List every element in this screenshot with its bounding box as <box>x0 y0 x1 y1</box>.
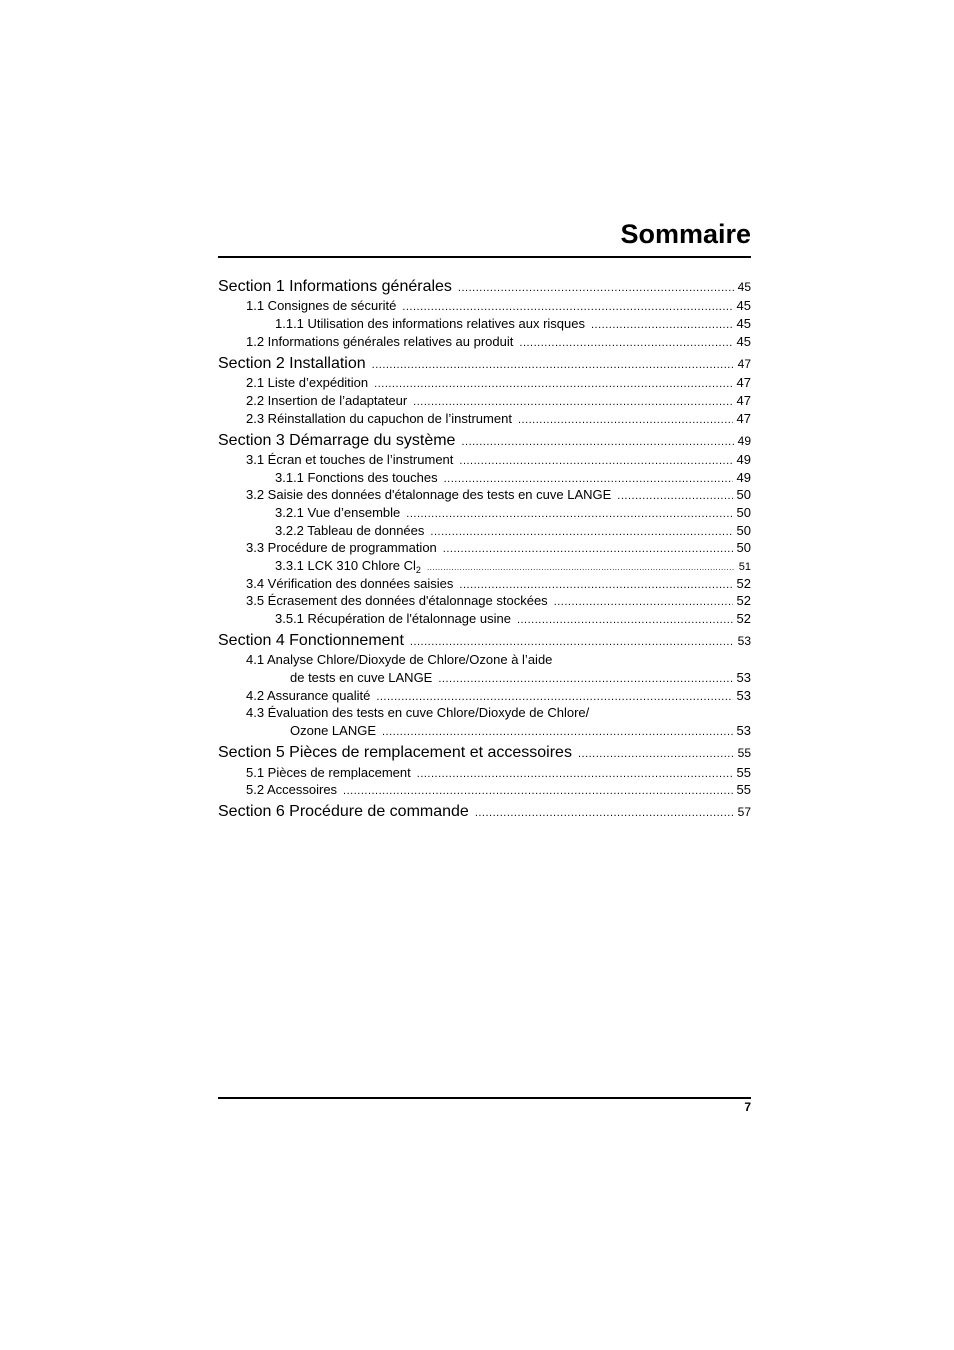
toc-label: de tests en cuve LANGE <box>290 670 433 685</box>
toc-page: 57 <box>737 805 751 819</box>
toc-entry-3-1-1[interactable] <box>275 470 751 485</box>
toc-entry-4-3[interactable] <box>290 723 751 738</box>
toc-entry-1-1[interactable] <box>246 298 751 313</box>
toc-leader <box>518 414 733 426</box>
toc-leader <box>459 579 732 591</box>
toc-page: 55 <box>736 765 751 780</box>
toc-label: Section 4 Fonctionnement <box>218 632 404 649</box>
toc-leader <box>417 768 733 780</box>
toc-page: 51 <box>738 561 751 573</box>
page-title: Sommaire <box>620 219 751 249</box>
toc-leader <box>461 436 733 448</box>
toc-leader <box>578 748 734 760</box>
toc-label: Section 5 Pièces de remplacement et accessoires <box>218 744 572 761</box>
toc-leader <box>382 726 733 738</box>
toc-leader <box>374 378 732 390</box>
toc-leader <box>406 508 732 520</box>
toc-entry-section-6[interactable] <box>218 803 751 821</box>
toc-page: 52 <box>736 611 751 626</box>
toc-label: 3.2 Saisie des données d'étalonnage des tests en cuve LANGE <box>246 487 612 502</box>
toc-leader <box>438 673 732 685</box>
toc-entry-3-2-2[interactable] <box>275 523 751 538</box>
toc-label: 3.1.1 Fonctions des touches <box>275 470 438 485</box>
toc-leader <box>519 337 732 349</box>
toc-page: 50 <box>736 505 751 520</box>
toc-page: 45 <box>737 280 751 294</box>
toc-leader <box>427 563 735 572</box>
subscript: 2 <box>415 565 421 575</box>
toc-entry-3-2-1[interactable] <box>275 505 751 520</box>
toc-entry-section-3[interactable] <box>218 432 751 450</box>
toc-page: 53 <box>736 723 751 738</box>
toc-entry-3-3[interactable] <box>246 540 751 555</box>
toc-page: 49 <box>737 434 751 448</box>
toc-entry-2-2[interactable] <box>246 393 751 408</box>
toc-label: 3.5 Écrasement des données d'étalonnage stockées <box>246 593 548 608</box>
toc-page: 47 <box>736 411 751 426</box>
toc-leader <box>376 691 732 703</box>
toc-leader <box>459 455 732 467</box>
toc-page: 50 <box>736 540 751 555</box>
toc-entry-5-2[interactable] <box>246 782 751 797</box>
toc-leader <box>458 282 734 294</box>
toc-entry-2-3[interactable] <box>246 411 751 426</box>
toc-entry-3-3-1[interactable] <box>275 558 751 573</box>
toc-page: 52 <box>736 576 751 591</box>
toc-leader <box>402 301 732 313</box>
toc-label: Section 3 Démarrage du système <box>218 432 456 449</box>
toc-label: 3.2.1 Vue d’ensemble <box>275 505 401 520</box>
toc-leader <box>430 526 732 538</box>
toc-entry-section-4[interactable] <box>218 632 751 650</box>
toc-leader <box>617 490 732 502</box>
toc-page: 55 <box>737 746 751 760</box>
toc-label: 3.1 Écran et touches de l’instrument <box>246 452 454 467</box>
toc-entry-3-5-1[interactable] <box>275 611 751 626</box>
toc-page: 47 <box>736 393 751 408</box>
toc-entry-4-1[interactable] <box>290 670 751 685</box>
toc-label: 2.2 Insertion de l’adaptateur <box>246 393 408 408</box>
toc-entry-5-1[interactable] <box>246 765 751 780</box>
toc-label: Section 6 Procédure de commande <box>218 803 469 820</box>
toc-leader <box>343 785 732 797</box>
toc-label: Section 1 Informations générales <box>218 278 452 295</box>
toc-entry-3-5[interactable] <box>246 593 751 608</box>
toc-page: 49 <box>736 452 751 467</box>
toc-page: 50 <box>736 523 751 538</box>
toc-page: 47 <box>737 357 751 371</box>
toc-entry-4-1-line1[interactable]: 4.1 Analyse Chlore/Dioxyde de Chlore/Ozone à l’aide <box>246 652 553 667</box>
toc-entry-3-4[interactable] <box>246 576 751 591</box>
toc-page: 52 <box>736 593 751 608</box>
toc-leader <box>475 807 734 819</box>
toc-label: 1.2 Informations générales relatives au produit <box>246 334 514 349</box>
toc-leader <box>591 319 733 331</box>
toc-leader <box>517 614 733 626</box>
toc-leader <box>443 543 733 555</box>
toc-page: 45 <box>736 298 751 313</box>
toc-page: 50 <box>736 487 751 502</box>
toc-label: Section 2 Installation <box>218 355 366 372</box>
toc-entry-1-1-1[interactable] <box>275 316 751 331</box>
toc-label: 1.1 Consignes de sécurité <box>246 298 397 313</box>
toc-entry-2-1[interactable] <box>246 375 751 390</box>
toc-label <box>275 558 421 573</box>
toc-page: 53 <box>736 670 751 685</box>
toc-label: 5.2 Accessoires <box>246 782 338 797</box>
toc-page: 47 <box>736 375 751 390</box>
toc-leader <box>444 473 733 485</box>
toc-entry-section-1[interactable] <box>218 278 751 296</box>
toc-page: 45 <box>736 334 751 349</box>
toc-entry-4-2[interactable] <box>246 688 751 703</box>
toc-label: 3.3 Procédure de programmation <box>246 540 437 555</box>
toc-page: 53 <box>737 634 751 648</box>
toc-entry-1-2[interactable] <box>246 334 751 349</box>
toc-page: 55 <box>736 782 751 797</box>
toc-label: 3.4 Vérification des données saisies <box>246 576 454 591</box>
toc-label: 4.2 Assurance qualité <box>246 688 371 703</box>
toc-label: Ozone LANGE <box>290 723 376 738</box>
toc-entry-section-5[interactable] <box>218 744 751 762</box>
toc-label-text: 3.3.1 LCK 310 Chlore Cl <box>275 558 416 573</box>
toc-label: 2.1 Liste d’expédition <box>246 375 369 390</box>
toc-leader <box>554 596 733 608</box>
toc-page: 49 <box>736 470 751 485</box>
toc-leader <box>410 636 734 648</box>
toc-entry-3-2[interactable] <box>246 487 751 502</box>
toc-label: 1.1.1 Utilisation des informations relatives aux risques <box>275 316 585 331</box>
page-number: 7 <box>744 1100 751 1114</box>
toc-leader <box>372 359 734 371</box>
toc-label: 3.2.2 Tableau de données <box>275 523 425 538</box>
toc-leader <box>413 396 732 408</box>
toc-entry-3-1[interactable] <box>246 452 751 467</box>
toc-entry-section-2[interactable] <box>218 355 751 373</box>
toc-label: 2.3 Réinstallation du capuchon de l’instrument <box>246 411 512 426</box>
toc-page: 45 <box>736 316 751 331</box>
toc-page: 53 <box>736 688 751 703</box>
toc-entry-4-3-line1[interactable]: 4.3 Évaluation des tests en cuve Chlore/Dioxyde de Chlore/ <box>246 705 590 720</box>
toc-label: 3.5.1 Récupération de l'étalonnage usine <box>275 611 511 626</box>
toc-label: 5.1 Pièces de remplacement <box>246 765 411 780</box>
